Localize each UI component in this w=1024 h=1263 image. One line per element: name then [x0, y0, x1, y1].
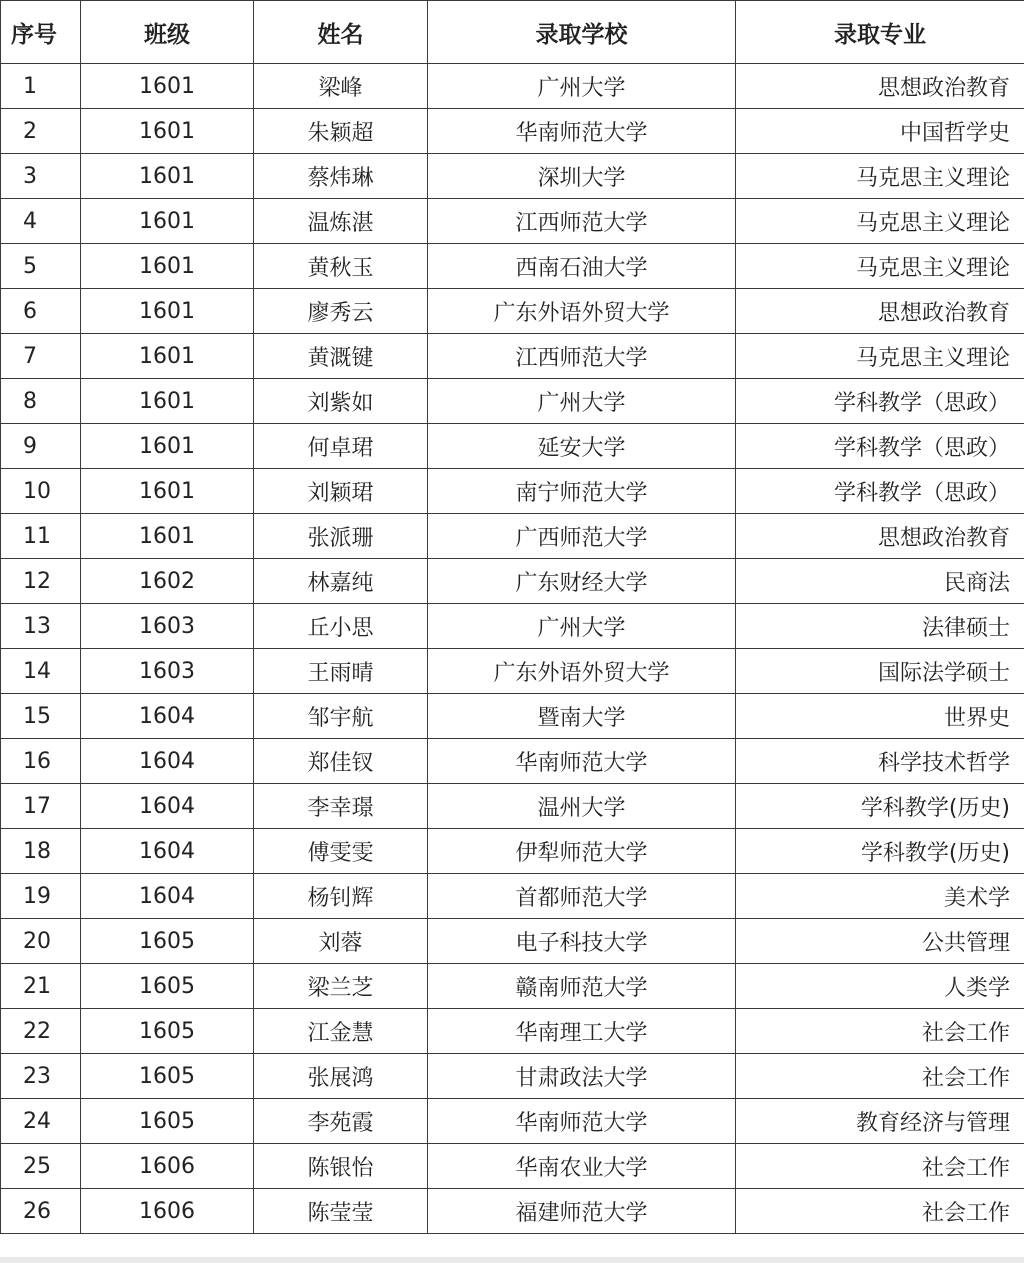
cell-major: 马克思主义理论 — [736, 154, 1024, 199]
cell-name: 郑佳钗 — [254, 739, 428, 784]
cell-class: 1603 — [81, 649, 254, 694]
cell-seq: 17 — [1, 784, 81, 829]
table-row — [1, 559, 1024, 604]
table-row — [1, 424, 1024, 469]
cell-name: 林嘉纯 — [254, 559, 428, 604]
cell-school: 福建师范大学 — [428, 1189, 736, 1234]
table-row — [1, 514, 1024, 559]
cell-school: 华南师范大学 — [428, 109, 736, 154]
cell-seq: 7 — [1, 334, 81, 379]
cell-class: 1601 — [81, 514, 254, 559]
cell-seq: 9 — [1, 424, 81, 469]
cell-class: 1606 — [81, 1189, 254, 1234]
cell-major: 中国哲学史 — [736, 109, 1024, 154]
cell-name: 刘颖珺 — [254, 469, 428, 514]
cell-major: 社会工作 — [736, 1189, 1024, 1234]
cell-seq: 12 — [1, 559, 81, 604]
cell-major: 马克思主义理论 — [736, 334, 1024, 379]
cell-class: 1605 — [81, 919, 254, 964]
cell-name: 张展鸿 — [254, 1054, 428, 1099]
cell-school: 首都师范大学 — [428, 874, 736, 919]
cell-major: 学科教学(历史) — [736, 784, 1024, 829]
cell-seq: 6 — [1, 289, 81, 334]
table-row — [1, 469, 1024, 514]
table-row — [1, 784, 1024, 829]
cell-major: 学科教学(历史) — [736, 829, 1024, 874]
cell-class: 1604 — [81, 829, 254, 874]
cell-school: 延安大学 — [428, 424, 736, 469]
cell-seq: 23 — [1, 1054, 81, 1099]
cell-class: 1601 — [81, 244, 254, 289]
table-row — [1, 109, 1024, 154]
table-row — [1, 1189, 1024, 1234]
table-row — [1, 604, 1024, 649]
cell-school: 广州大学 — [428, 604, 736, 649]
cell-name: 陈莹莹 — [254, 1189, 428, 1234]
cell-major: 思想政治教育 — [736, 289, 1024, 334]
cell-class: 1603 — [81, 604, 254, 649]
cell-school: 华南农业大学 — [428, 1144, 736, 1189]
cell-school: 广州大学 — [428, 379, 736, 424]
table-row — [1, 289, 1024, 334]
cell-school: 甘肃政法大学 — [428, 1054, 736, 1099]
cell-seq: 20 — [1, 919, 81, 964]
cell-school: 赣南师范大学 — [428, 964, 736, 1009]
cell-major: 教育经济与管理 — [736, 1099, 1024, 1144]
cell-name: 刘紫如 — [254, 379, 428, 424]
cell-name: 廖秀云 — [254, 289, 428, 334]
table-row — [1, 1144, 1024, 1189]
cell-seq: 1 — [1, 64, 81, 109]
cell-major: 法律硕士 — [736, 604, 1024, 649]
cell-name: 梁兰芝 — [254, 964, 428, 1009]
cell-class: 1601 — [81, 199, 254, 244]
cell-seq: 3 — [1, 154, 81, 199]
header-seq: 序号 — [1, 1, 81, 64]
cell-name: 蔡炜琳 — [254, 154, 428, 199]
cell-major: 美术学 — [736, 874, 1024, 919]
cell-seq: 15 — [1, 694, 81, 739]
table-row — [1, 694, 1024, 739]
header-major: 录取专业 — [736, 1, 1024, 64]
cell-major: 民商法 — [736, 559, 1024, 604]
table-row — [1, 64, 1024, 109]
cell-class: 1605 — [81, 1099, 254, 1144]
cell-seq: 25 — [1, 1144, 81, 1189]
cell-school: 华南理工大学 — [428, 1009, 736, 1054]
table-row — [1, 244, 1024, 289]
cell-seq: 19 — [1, 874, 81, 919]
cell-class: 1601 — [81, 289, 254, 334]
table-row — [1, 829, 1024, 874]
cell-school: 电子科技大学 — [428, 919, 736, 964]
cell-school: 伊犁师范大学 — [428, 829, 736, 874]
cell-major: 科学技术哲学 — [736, 739, 1024, 784]
cell-name: 梁峰 — [254, 64, 428, 109]
cell-school: 广东财经大学 — [428, 559, 736, 604]
header-name: 姓名 — [254, 1, 428, 64]
table-row — [1, 649, 1024, 694]
cell-name: 李苑霞 — [254, 1099, 428, 1144]
cell-name: 陈银怡 — [254, 1144, 428, 1189]
cell-major: 马克思主义理论 — [736, 199, 1024, 244]
cell-major: 思想政治教育 — [736, 64, 1024, 109]
cell-class: 1602 — [81, 559, 254, 604]
cell-seq: 4 — [1, 199, 81, 244]
sheet-bottom-edge — [0, 1257, 1024, 1263]
cell-name: 刘蓉 — [254, 919, 428, 964]
cell-class: 1601 — [81, 154, 254, 199]
header-row — [1, 1, 1024, 64]
cell-major: 学科教学（思政） — [736, 424, 1024, 469]
cell-name: 何卓珺 — [254, 424, 428, 469]
cell-seq: 2 — [1, 109, 81, 154]
cell-school: 华南师范大学 — [428, 739, 736, 784]
cell-seq: 14 — [1, 649, 81, 694]
cell-class: 1605 — [81, 1009, 254, 1054]
cell-major: 人类学 — [736, 964, 1024, 1009]
cell-major: 社会工作 — [736, 1054, 1024, 1099]
cell-name: 王雨晴 — [254, 649, 428, 694]
cell-school: 江西师范大学 — [428, 199, 736, 244]
cell-major: 世界史 — [736, 694, 1024, 739]
cell-seq: 8 — [1, 379, 81, 424]
cell-school: 广东外语外贸大学 — [428, 289, 736, 334]
cell-school: 广州大学 — [428, 64, 736, 109]
header-school: 录取学校 — [428, 1, 736, 64]
cell-school: 广东外语外贸大学 — [428, 649, 736, 694]
cell-class: 1604 — [81, 874, 254, 919]
cell-seq: 16 — [1, 739, 81, 784]
cell-school: 深圳大学 — [428, 154, 736, 199]
header-class: 班级 — [81, 1, 254, 64]
cell-class: 1605 — [81, 964, 254, 1009]
cell-school: 暨南大学 — [428, 694, 736, 739]
cell-seq: 13 — [1, 604, 81, 649]
cell-name: 温炼湛 — [254, 199, 428, 244]
cell-name: 黄溉键 — [254, 334, 428, 379]
cell-school: 南宁师范大学 — [428, 469, 736, 514]
cell-school: 温州大学 — [428, 784, 736, 829]
cell-class: 1606 — [81, 1144, 254, 1189]
table-row — [1, 199, 1024, 244]
cell-name: 黄秋玉 — [254, 244, 428, 289]
table-body — [1, 64, 1024, 1234]
table-row — [1, 1009, 1024, 1054]
table-row — [1, 739, 1024, 784]
cell-major: 马克思主义理论 — [736, 244, 1024, 289]
cell-seq: 26 — [1, 1189, 81, 1234]
cell-class: 1604 — [81, 784, 254, 829]
table-row — [1, 1054, 1024, 1099]
cell-name: 张派珊 — [254, 514, 428, 559]
cell-seq: 22 — [1, 1009, 81, 1054]
cell-class: 1601 — [81, 379, 254, 424]
cell-school: 西南石油大学 — [428, 244, 736, 289]
cell-school: 华南师范大学 — [428, 1099, 736, 1144]
cell-seq: 21 — [1, 964, 81, 1009]
cell-name: 丘小思 — [254, 604, 428, 649]
cell-major: 思想政治教育 — [736, 514, 1024, 559]
cell-class: 1601 — [81, 334, 254, 379]
cell-name: 杨钊辉 — [254, 874, 428, 919]
cell-class: 1604 — [81, 739, 254, 784]
table-row — [1, 379, 1024, 424]
cell-seq: 11 — [1, 514, 81, 559]
cell-name: 邹宇航 — [254, 694, 428, 739]
cell-seq: 5 — [1, 244, 81, 289]
cell-major: 社会工作 — [736, 1009, 1024, 1054]
table-row — [1, 964, 1024, 1009]
table-row — [1, 874, 1024, 919]
cell-seq: 24 — [1, 1099, 81, 1144]
cell-school: 广西师范大学 — [428, 514, 736, 559]
table-row — [1, 919, 1024, 964]
cell-class: 1604 — [81, 694, 254, 739]
cell-class: 1605 — [81, 1054, 254, 1099]
cell-name: 傅雯雯 — [254, 829, 428, 874]
table-row — [1, 154, 1024, 199]
cell-seq: 18 — [1, 829, 81, 874]
cell-name: 江金慧 — [254, 1009, 428, 1054]
cell-major: 学科教学（思政） — [736, 469, 1024, 514]
cell-seq: 10 — [1, 469, 81, 514]
cell-class: 1601 — [81, 424, 254, 469]
cell-major: 公共管理 — [736, 919, 1024, 964]
cell-major: 社会工作 — [736, 1144, 1024, 1189]
cell-class: 1601 — [81, 109, 254, 154]
cell-major: 国际法学硕士 — [736, 649, 1024, 694]
table-row — [1, 1099, 1024, 1144]
cell-class: 1601 — [81, 64, 254, 109]
cell-name: 朱颖超 — [254, 109, 428, 154]
cell-major: 学科教学（思政） — [736, 379, 1024, 424]
cell-school: 江西师范大学 — [428, 334, 736, 379]
cell-class: 1601 — [81, 469, 254, 514]
cell-name: 李幸璟 — [254, 784, 428, 829]
table-row — [1, 334, 1024, 379]
